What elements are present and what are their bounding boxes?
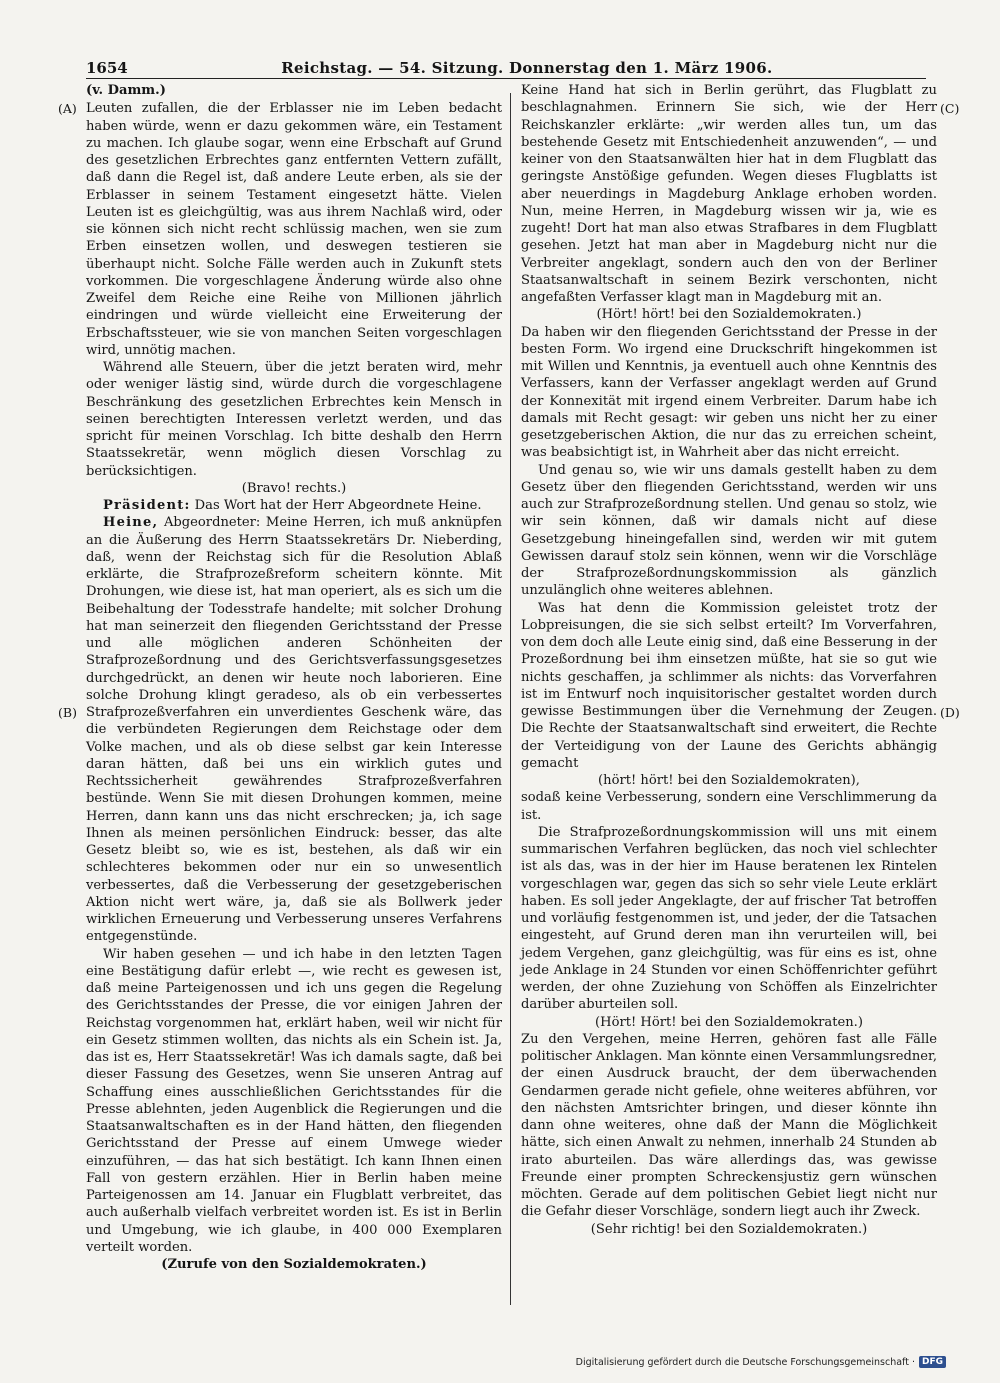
speaker-attribution: (v. Damm.) [86, 83, 166, 98]
audience-reaction: (hört! hört! bei den Sozialdemokraten), [598, 773, 860, 788]
president-statement [86, 497, 502, 514]
audience-reaction: (Hört! hört! bei den Sozialdemokraten.) [596, 307, 862, 323]
audience-reaction: (Hört! Hört! bei den Sozialdemokraten.) [595, 1014, 863, 1030]
paragraph: Und genau so, wie wir uns damals gestellt haben zu dem Gesetz über den fliegenden Gerichtsstand, werden wir uns auch zur Strafprozeßordnung stellen. Und genau so stolz, wie wir sein können, daß wir damals nicht auf diese Gesetzgebung hineingefallen sind, werden wir mit gutem Gewissen darauf stolz sein können, wenn wir die Vorschläge der Strafprozeßordnungskommission als gänzlich unzulänglich ohne weiteres ablehnen. [521, 462, 937, 599]
right-column [521, 82, 937, 1238]
margin-marker-c: (C) [940, 101, 960, 116]
margin-marker-d: (D) [940, 705, 960, 720]
digitization-credit [576, 1356, 946, 1368]
paragraph: Was hat denn die Kommission geleistet trotz der Lobpreisungen, die sie sich selbst erteilt? Im Vorverfahren, von dem doch alle Leute einig sind, daß eine Besserung in der Prozeßordnung bei ihm einsetzen müßte, hat sie so gut wie nichts geschaffen, ja schlimmer als nichts: das Vorverfahren ist im Entwurf noch inquisitorischer gestaltet worden durch gewisse Bestimmungen über die Vernehmung der Zeugen. Die Rechte der Staatsanwaltschaft sind erweitert, die Rechte der Verteidigung von der Laune des Gerichts abhängig gemacht [521, 600, 937, 771]
margin-marker-a: (A) [58, 101, 77, 116]
header-rule [86, 78, 926, 79]
statement-text: Das Wort hat der Herr Abgeordnete Heine. [194, 498, 482, 513]
speech-paragraph [86, 514, 502, 945]
margin-marker-b: (B) [58, 705, 77, 720]
paragraph: Zu den Vergehen, meine Herren, gehören fast alle Fälle politischer Anklagen. Man könnte einen Versammlungsredner, der einen Ausdruck braucht, der dem überwachenden Gendarmen gerade nicht gefiele, ohne weiteres abführen, vor den nächsten Amtsrichter bringen, und dieser könnte ihn dann ohne weiteres, ohne daß der Mann die Möglichkeit hätte, sich einen Anwalt zu nehmen, innerhalb 24 Stunden ab irato aburteilen. Das wäre allerdings das, was gewisse Freunde einer prompten Schreckensjustiz gern wünschen möchten. Gerade auf dem politischen Gebiet liegt nicht nur die Gefahr dieser Vorschläge, sondern liegt auch ihr Zweck. [521, 1031, 937, 1220]
speaker-label: Heine, [103, 515, 159, 531]
paragraph: sodaß keine Verbesserung, sondern eine Verschlimmerung da ist. [521, 790, 937, 823]
audience-reaction: (Sehr richtig! bei den Sozialdemokraten.) [590, 1221, 868, 1237]
credit-text: Digitalisierung gefördert durch die Deutsche Forschungsgemeinschaft · [575, 1356, 915, 1368]
paragraph: Leuten zufallen, die der Erblasser nie im Leben bedacht haben würde, wenn er dazu gekommen wäre, ein Testament zu machen. Ich glaube sogar, wenn eine Erbschaft auf Grund des gesetzlichen Erbrechtes ganz entfernten Vettern zufällt, daß dann die Regel ist, daß andere Leute erben, als sie der Erblasser in seinem Testament eingesetzt hätte. Vielen Leuten ist es gleichgültig, was aus ihrem Nachlaß wird, oder sie können sich nicht recht schlüssig machen, wen sie zum Erben einsetzen wollen, und deswegen testieren sie überhaupt nicht. Solche Fälle werden auch in Zukunft stets vorkommen. Die vorgeschlagene Änderung würde also ohne Zweifel dem Reiche eine Reihe von Millionen jährlich eindringen und würde vielleicht eine Erweiterung der Erbschaftssteuer, wie sie von manchen Seiten vorgeschlagen wird, unnötig machen. [86, 101, 502, 358]
paragraph: Keine Hand hat sich in Berlin gerührt, das Flugblatt zu beschlagnahmen. Erinnern Sie sich, wie der Herr Reichskanzler erklärte: „wir werden alles tun, um das bestehende Gesetz mit Entschiedenheit anzuwenden“, — und keiner von den Staatsanwälten hier hat in dem Flugblatt das geringste Anstößige gefunden. Wegen dieses Flugblatts ist aber neuerdings in Magdeburg Anklage erhoben worden. Nun, meine Herren, in Magdeburg wissen wir ja, wie es zugeht! Dort hat man also etwas Strafbares in dem Flugblatt gesehen. Jetzt hat man aber in Magdeburg nicht nur die Verbreiter angeklagt, sondern auch den von der Berliner Staatsanwaltschaft in seinem Bezirk verschonten, nicht angefaßten Verfasser klagt man in Magdeburg mit an. [521, 83, 937, 305]
statement-text: Abgeordneter: Meine Herren, ich muß anknüpfen an die Äußerung des Herrn Staatssekretärs Dr. Nieberding, daß, wenn der Reichstag sich für die Resolution Ablaß erklärte, die Strafprozeßreform scheitern könnte. Mit Drohungen, wie diese ist, hat man operiert, als es sich um die Beibehaltung der Todesstrafe handelte; mit solcher Drohung hat man seinerzeit den fliegenden Gerichtsstand der Presse und alle möglichen anderen Schönheiten der Strafprozeßordnung und des Gerichtsverfassungsgesetzes durchgedrückt, an denen wir heute noch laborieren. Eine solche Drohung klingt geradeso, als ob ein verbessertes Strafprozeßverfahren ein unverdientes Geschenk wäre, das die verbündeten Regierungen dem Reichstage oder dem Volke machen, und als ob diese selbst gar kein Interesse daran hätten, daß bei uns ein wirklich gutes und Rechtssicherheit gewährendes Strafprozeßverfahren bestünde. Wenn Sie mit diesen Drohungen kommen, meine Herren, dann kann uns das nicht erschrecken; ja, ich sage Ihnen als meinen persönlichen Eindruck: besser, das alte Gesetz bleibt so, wie es ist, bestehen, als daß wir ein schlechteres bekommen oder nur ein so unwesentlich verbessertes, daß die Verbesserung der gesetzgeberischen Aktion nicht wert wäre, ja, daß sie als Bollwerk jeder wirklichen Erneuerung und Verbesserung unseres Verfahrens entgegenstünde. [86, 515, 502, 945]
audience-reaction: (Bravo! rechts.) [241, 480, 347, 496]
column-divider [510, 93, 511, 1305]
paragraph: Da haben wir den fliegenden Gerichtsstand der Presse in der besten Form. Wo irgend eine Druckschrift hingekommen ist mit Willen und Kenntnis, ja eventuell auch ohne Kenntnis des Verfassers, kann der Verfasser angeklagt werden auf Grund der Konnexität mit irgend einem Verbreiter. Darum habe ich damals mit Recht gesagt: wir geben uns nicht her zu einer gesetzgeberischen Aktion, die nur das zu erreichen scheint, was beabsichtigt ist, in Wahrheit aber das nicht erreicht. [521, 324, 937, 461]
running-title: Reichstag. — 54. Sitzung. Donnerstag den 1. März 1906. [281, 59, 773, 77]
paragraph: Während alle Steuern, über die jetzt beraten wird, mehr oder weniger lästig sind, würde durch die vorgeschlagene Beschränkung des gesetzlichen Erbrechtes kein Mensch in seinen berechtigten Interessen verletzt werden, und das spricht für meinen Vorschlag. Ich bitte deshalb den Herrn Staatssekretär, wenn möglich diesen Vorschlag zu berücksichtigen. [86, 360, 502, 479]
left-column [86, 82, 502, 1273]
paragraph: Wir haben gesehen — und ich habe in den letzten Tagen eine Bestätigung dafür erlebt —, wie recht es gewesen ist, daß meine Parteigenossen und ich uns gegen die Regelung des Gerichtsstandes der Presse, die vor einigen Jahren der Reichstag vorgenommen hat, erklärt haben, weil wir nicht für ein Gesetz stimmen wollten, das nichts als ein Schein ist. Ja, das ist es, Herr Staatssekretär! Was ich damals sagte, daß bei dieser Fassung des Gesetzes, wenn Sie unseren Antrag auf Schaffung eines ausschließlichen Gerichtsstandes für die Presse ablehnten, jeden Augenblick die Regierungen und die Staatsanwaltschaften es in der Hand hätten, den fliegenden Gerichtsstand der Presse auf einem Umwege wieder einzuführen, — das hat sich bestätigt. Ich kann Ihnen einen Fall von gestern erzählen. Hier in Berlin haben meine Parteigenossen am 14. Januar ein Flugblatt verbreitet, das auch außerhalb vielfach verbreitet worden ist. Es ist in Berlin und Umgebung, wie ich glaube, in 400 000 Exemplaren verteilt worden. [86, 946, 502, 1255]
page-header [86, 55, 926, 77]
dfg-logo-icon: DFG [919, 1356, 946, 1368]
paragraph: Die Strafprozeßordnungskommission will uns mit einem summarischen Verfahren beglücken, das noch viel schlechter ist als das, was in der hier im Hause beratenen lex Rintelen vorgeschlagen war, gegen das sich so sehr viele Leute erklärt haben. Es soll jeder Angeklagte, der auf frischer Tat betroffen und vorläufig festgenommen ist, und jeder, der die Tatsachen eingesteht, auf Grund deren man ihn verurteilen will, bei jedem Vergehen, ganz gleichgültig, was für eins es ist, ohne jede Anklage in 24 Stunden vor einen Schöffenrichter geführt werden, der ohne Zuziehung von Schöffen als Einzelrichter darüber aburteilen soll. [521, 824, 937, 1013]
page-number: 1654 [86, 59, 128, 77]
audience-reaction: (Zurufe von den Sozialdemokraten.) [161, 1257, 427, 1272]
speaker-label: Präsident: [103, 498, 191, 513]
